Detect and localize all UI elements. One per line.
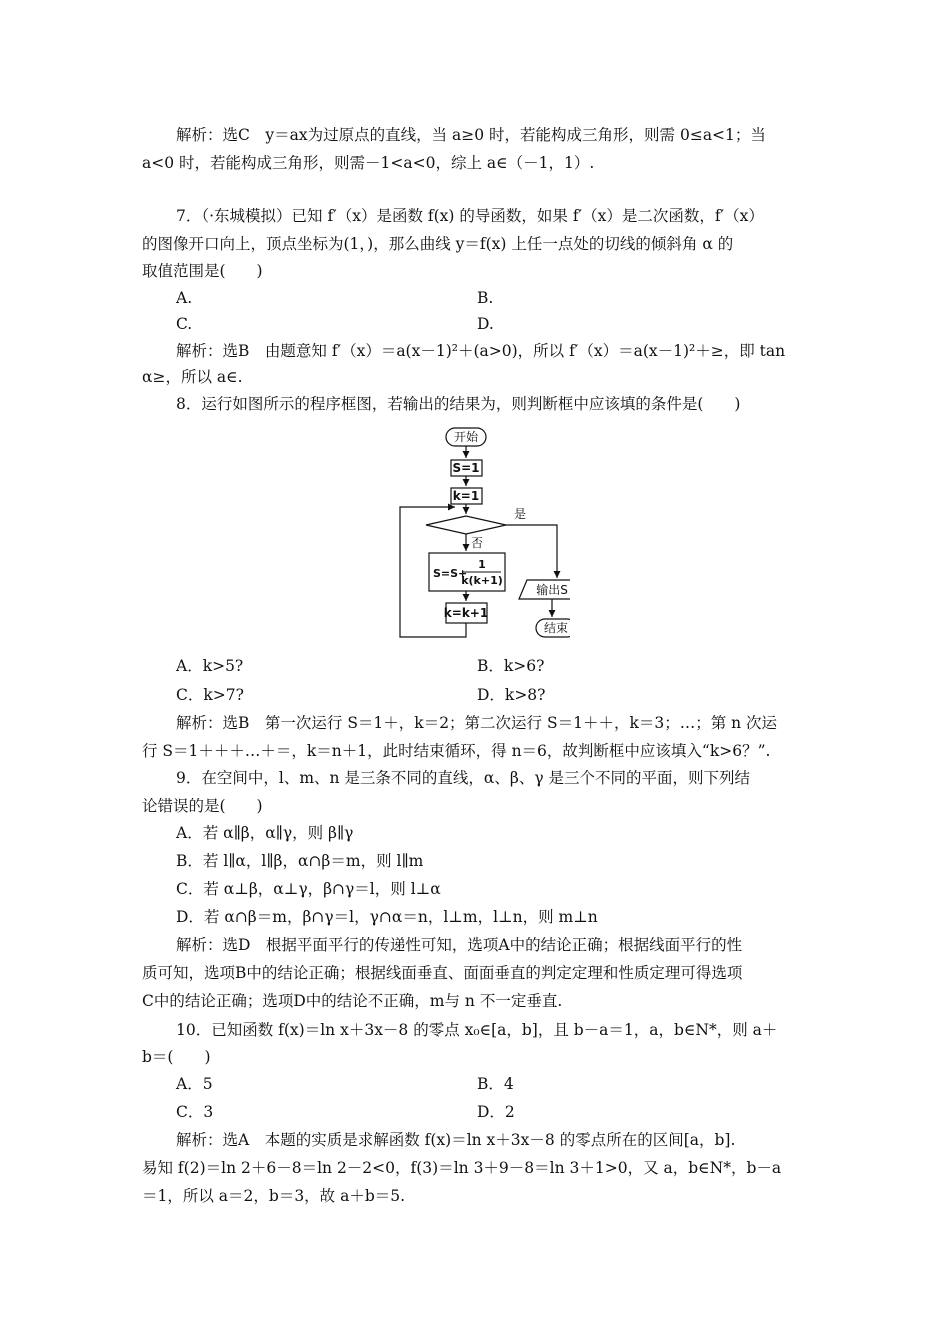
q8-solution-line1: 解析：选B 第一次运行 S＝1＋，k＝2；第二次运行 S＝1＋＋，k＝3；…；第 n 次运 [176, 714, 778, 732]
q10-solution-line2: 易知 f(2)＝ln 2＋6－8＝ln 2－2<0，f(3)＝ln 3＋9－8＝ln 3＋1>0，又 a，b∈N*，b－a [142, 1159, 782, 1177]
q7-stem-line3: 取值范围是( ) [142, 262, 263, 280]
q9-solution-line3: C中的结论正确；选项D中的结论不正确，m与 n 不一定垂直. [142, 992, 563, 1010]
flowchart-output-label: 输出S [536, 583, 568, 597]
q6-solution-line2: a<0 时，若能构成三角形，则需－1<a<0，综上 a∈（－1，1）. [142, 154, 595, 172]
q7-option-d: D. [477, 315, 494, 333]
q7-option-a: A. [176, 289, 193, 307]
q8-option-d: D．k>8? [477, 686, 546, 704]
flowchart-start-label: 开始 [453, 430, 479, 444]
q10-stem-line2: b＝( ) [142, 1048, 211, 1066]
q8-option-a: A．k>5? [176, 657, 244, 675]
q7-option-b: B. [477, 289, 494, 307]
q10-solution-line3: ＝1，所以 a＝2，b＝3，故 a＋b＝5. [142, 1187, 406, 1205]
q8-option-b: B．k>6? [477, 657, 545, 675]
q7-solution-line2: α≥，所以 a∈. [142, 368, 243, 386]
q9-stem-line1: 9．在空间中，l、m、n 是三条不同的直线，α、β、γ 是三个不同的平面，则下列结 [176, 769, 751, 787]
flowchart-init-k-label: k=1 [452, 489, 480, 503]
q10-option-b: B．4 [477, 1075, 514, 1093]
q7-stem-line2: 的图像开口向上，顶点坐标为(1，)，那么曲线 y＝f(x) 上任一点处的切线的倾斜角 α 的 [142, 235, 734, 253]
q10-option-d: D．2 [477, 1103, 515, 1121]
flowchart [390, 425, 570, 645]
flowchart-no-label: 否 [471, 536, 484, 550]
flowchart-update-s-denominator: k(k+1) [461, 574, 503, 587]
q8-option-c: C．k>7? [176, 686, 244, 704]
flowchart-update-k-label: k=k+1 [443, 606, 489, 620]
q9-solution-line2: 质可知，选项B中的结论正确；根据线面垂直、面面垂直的判定定理和性质定理可得选项 [142, 964, 743, 982]
q6-solution-line1: 解析：选C y＝ax为过原点的直线，当 a≥0 时，若能构成三角形，则需 0≤a<1；当 [176, 126, 766, 144]
flowchart-yes-label: 是 [514, 507, 527, 521]
q7-solution-line1: 解析：选B 由题意知 f′（x）＝a(x－1)²＋(a>0)，所以 f′（x）＝a(x－1)²＋≥，即 tan [176, 342, 786, 360]
flowchart-end-label: 结束 [543, 621, 569, 635]
q9-option-a: A．若 α∥β，α∥γ，则 β∥γ [176, 824, 354, 842]
q9-stem-line2: 论错误的是( ) [142, 797, 263, 815]
q10-stem-line1: 10．已知函数 f(x)＝ln x＋3x－8 的零点 x₀∈[a，b]，且 b－a＝1，a，b∈N*，则 a＋ [176, 1021, 778, 1039]
q9-option-c: C．若 α⊥β，α⊥γ，β∩γ＝l，则 l⊥α [176, 880, 441, 898]
q9-option-b: B．若 l∥α，l∥β，α∩β＝m，则 l∥m [176, 852, 424, 870]
flowchart-update-s-prefix: S=S+ [433, 567, 468, 580]
q9-option-d: D．若 α∩β＝m，β∩γ＝l，γ∩α＝n，l⊥m，l⊥n，则 m⊥n [176, 908, 598, 926]
flowchart-decision-node [426, 516, 506, 534]
flowchart-update-s-numerator: 1 [478, 558, 486, 571]
q8-stem: 8．运行如图所示的程序框图，若输出的结果为，则判断框中应该填的条件是( ) [176, 395, 741, 413]
q9-solution-line1: 解析：选D 根据平面平行的传递性可知，选项A中的结论正确；根据线面平行的性 [176, 936, 743, 954]
q7-option-c: C. [176, 315, 193, 333]
q7-stem-line1: 7．（·东城模拟）已知 f′（x）是函数 f(x) 的导函数，如果 f′（x）是二次函数，f′（x） [176, 207, 764, 225]
q10-option-a: A．5 [176, 1075, 213, 1093]
flowchart-init-s-label: S=1 [452, 461, 480, 475]
q10-solution-line1: 解析：选A 本题的实质是求解函数 f(x)＝ln x＋3x－8 的零点所在的区间[a，b]. [176, 1131, 736, 1149]
q10-option-c: C．3 [176, 1103, 214, 1121]
q8-solution-line2: 行 S＝1＋＋＋…＋＝，k＝n＋1，此时结束循环，得 n＝6，故判断框中应该填入“k>6？”. [142, 742, 771, 760]
